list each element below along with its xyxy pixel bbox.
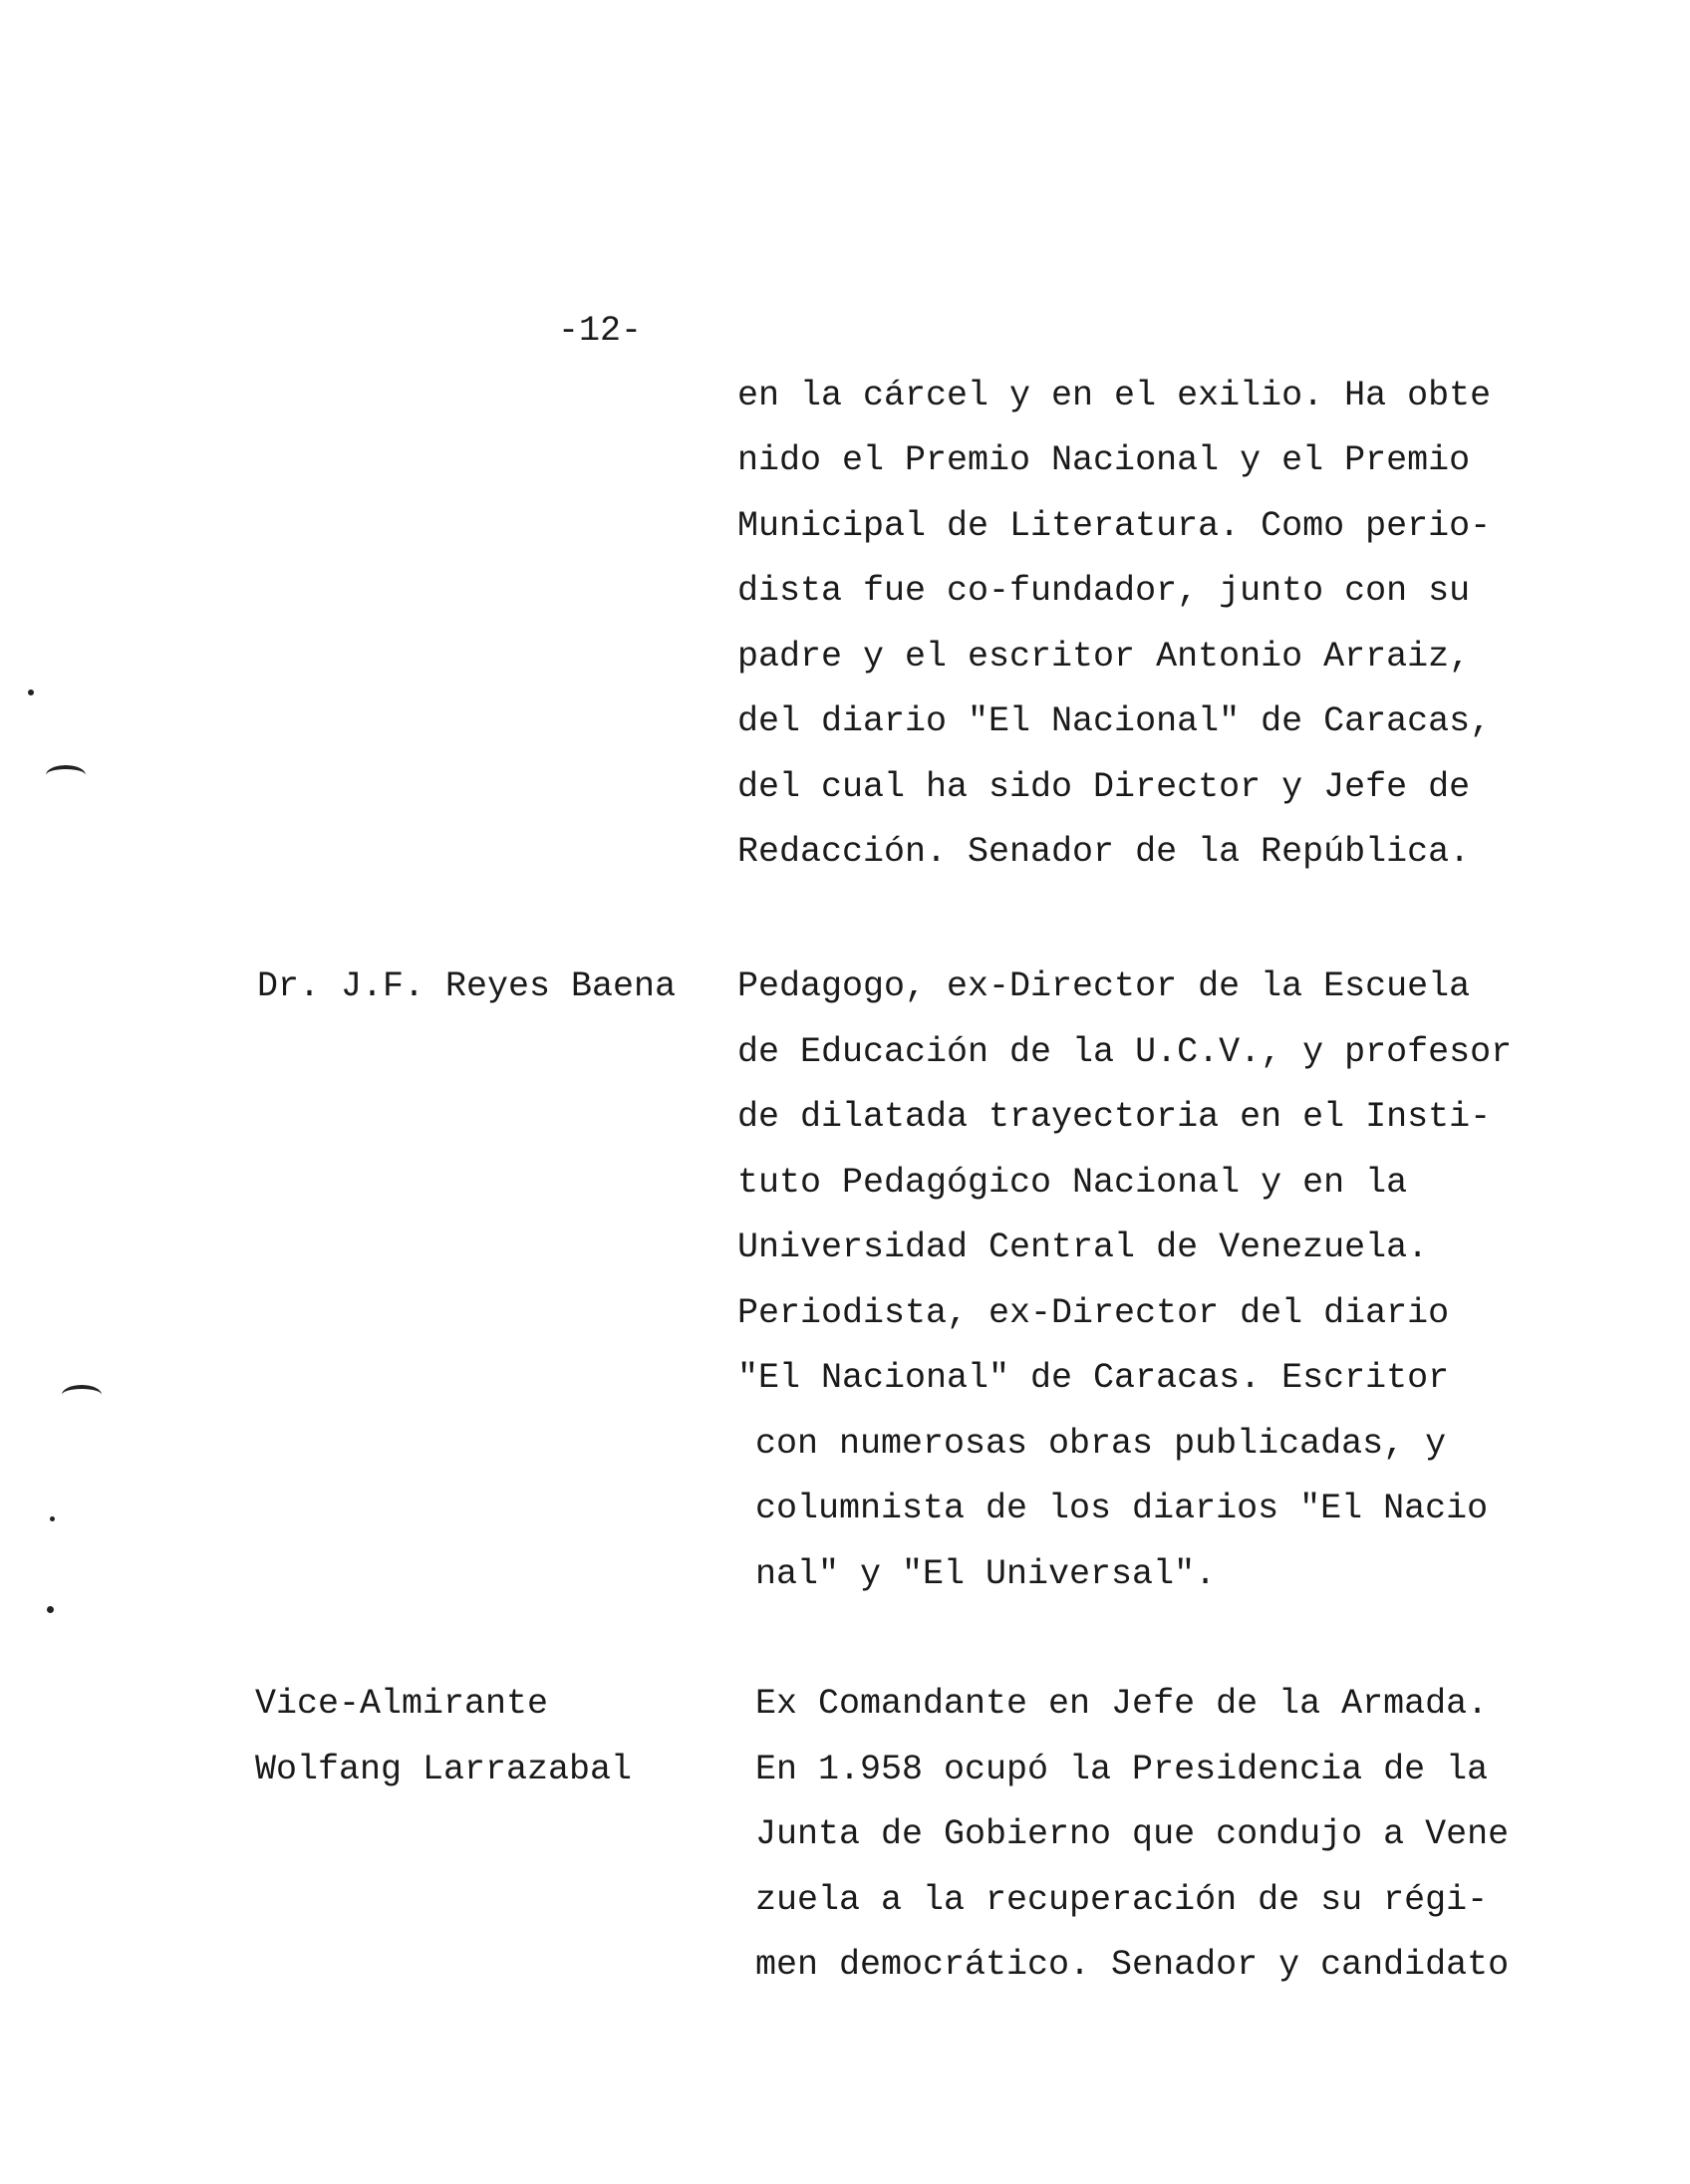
scan-speck xyxy=(50,1516,55,1521)
person-title: Vice-Almirante xyxy=(255,1684,549,1724)
scan-speck xyxy=(28,689,34,695)
text-line: con numerosas obras publicadas, y xyxy=(755,1424,1447,1464)
text-line: de dilatada trayectoria en el Insti- xyxy=(737,1097,1492,1137)
page-number: -12- xyxy=(558,311,643,351)
text-line: En 1.958 ocupó la Presidencia de la xyxy=(755,1750,1489,1789)
scan-smudge xyxy=(62,1385,102,1405)
text-line: tuto Pedagógico Nacional y en la xyxy=(737,1163,1408,1203)
scan-smudge xyxy=(46,765,86,785)
text-line: padre y el escritor Antonio Arraiz, xyxy=(737,637,1471,677)
text-line: columnista de los diarios "El Nacio xyxy=(755,1489,1489,1528)
text-line: Periodista, ex-Director del diario xyxy=(737,1293,1450,1333)
text-line: nal" y "El Universal". xyxy=(755,1554,1217,1594)
text-line: Municipal de Literatura. Como perio- xyxy=(737,506,1492,546)
text-line: en la cárcel y en el exilio. Ha obte xyxy=(737,376,1492,415)
text-line: "El Nacional" de Caracas. Escritor xyxy=(737,1358,1450,1398)
text-line: dista fue co-fundador, junto con su xyxy=(737,571,1471,611)
text-line: nido el Premio Nacional y el Premio xyxy=(737,440,1471,480)
scan-speck xyxy=(47,1606,54,1613)
text-line: zuela a la recuperación de su régi- xyxy=(755,1880,1489,1920)
person-name: Dr. J.F. Reyes Baena xyxy=(257,966,677,1006)
text-line: Pedagogo, ex-Director de la Escuela xyxy=(737,966,1471,1006)
text-line: Junta de Gobierno que condujo a Vene xyxy=(755,1814,1510,1854)
text-line: del diario "El Nacional" de Caracas, xyxy=(737,701,1492,741)
person-name: Wolfang Larrazabal xyxy=(255,1750,633,1789)
text-line: Ex Comandante en Jefe de la Armada. xyxy=(755,1684,1489,1724)
text-line: del cual ha sido Director y Jefe de xyxy=(737,767,1471,807)
text-line: men democrático. Senador y candidato xyxy=(755,1945,1510,1985)
text-line: de Educación de la U.C.V., y profesor xyxy=(737,1032,1513,1072)
text-line: Redacción. Senador de la República. xyxy=(737,832,1471,872)
text-line: Universidad Central de Venezuela. xyxy=(737,1228,1429,1267)
